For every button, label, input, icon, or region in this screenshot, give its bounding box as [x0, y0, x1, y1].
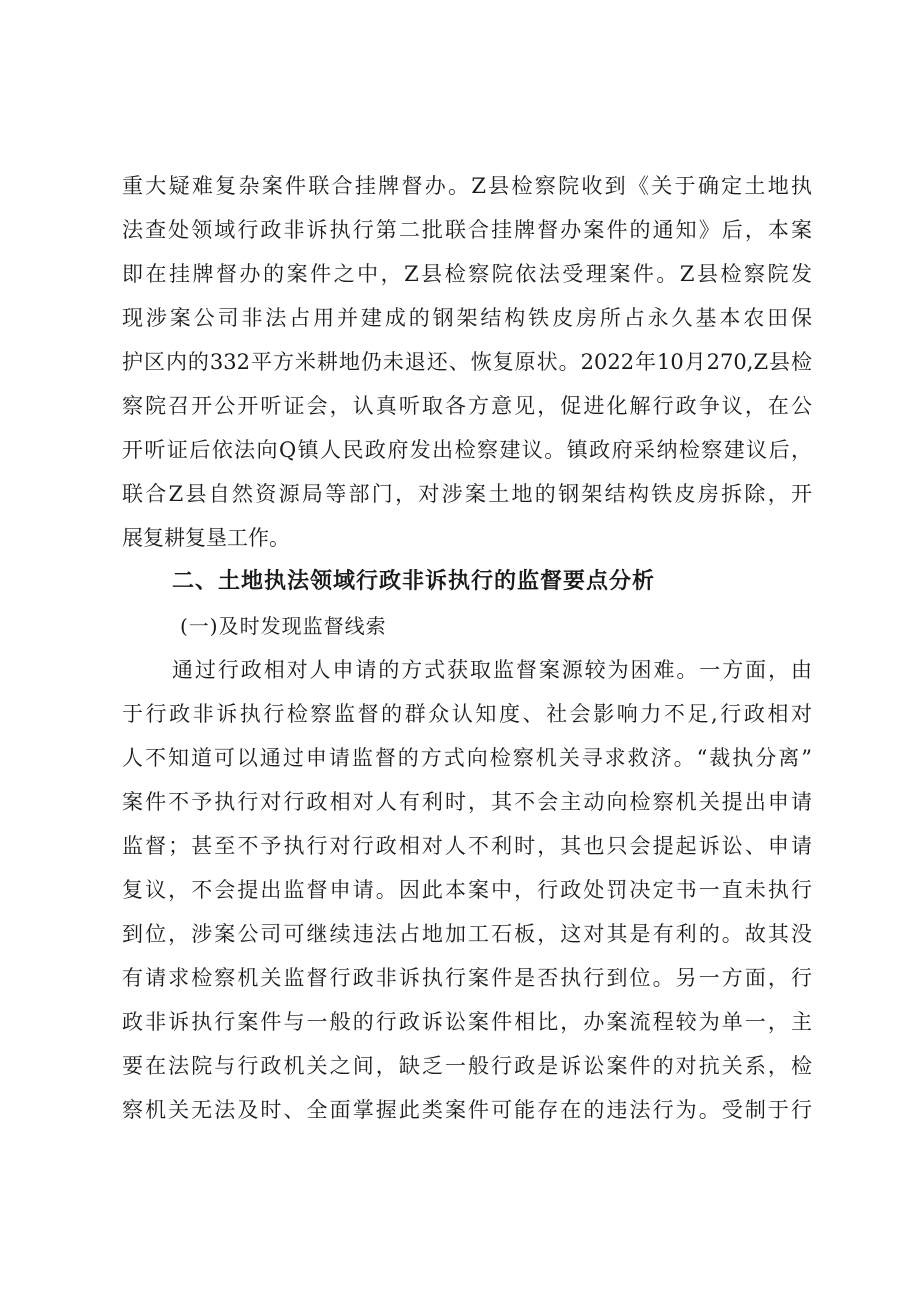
paragraph-1-line-5: 护区内的332平方米耕地仍未退还、恢复原状。2022年10月270,Z县检: [122, 350, 812, 374]
paragraph-1-line-4: 现涉案公司非法占用并建成的钢架结构铁皮房所占永久基本农田保: [122, 306, 812, 330]
paragraph-2-line-6: 复议，不会提出监督申请。因此本案中，行政处罚决定书一直未执行: [122, 878, 812, 902]
paragraph-1-line-1: 重大疑难复杂案件联合挂牌督办。Z县检察院收到《关于确定土地执: [122, 174, 812, 198]
paragraph-1-line-8: 联合Z县自然资源局等部门，对涉案土地的钢架结构铁皮房拆除，开: [122, 482, 812, 506]
paragraph-2-line-10: 要在法院与行政机关之间，缺乏一般行政是诉讼案件的对抗关系，检: [122, 1054, 812, 1078]
paragraph-2-line-5: 监督；甚至不予执行对行政相对人不利时，其也只会提起诉讼、申请: [122, 834, 812, 858]
paragraph-1-line-9: 展复耕复垦工作。: [122, 526, 290, 550]
paragraph-2-line-7: 到位，涉案公司可继续违法占地加工石板，这对其是有利的。故其没: [122, 922, 812, 946]
paragraph-2-line-9: 政非诉执行案件与一般的行政诉讼案件相比，办案流程较为单一，主: [122, 1010, 812, 1034]
paragraph-2-line-2: 于行政非诉执行检察监督的群众认知度、社会影响力不足,行政相对: [122, 702, 812, 726]
paragraph-1-line-7: 开听证后依法向Q镇人民政府发出检察建议。镇政府采纳检察建议后，: [122, 438, 812, 462]
section-heading: 二、土地执法领域行政非诉执行的监督要点分析: [172, 569, 656, 594]
paragraph-1-line-6: 察院召开公开听证会，认真听取各方意见，促进化解行政争议，在公: [122, 394, 812, 418]
paragraph-2-line-8: 有请求检察机关监督行政非诉执行案件是否执行到位。另一方面，行: [122, 966, 812, 990]
paragraph-1-line-2: 法查处领域行政非诉执行第二批联合挂牌督办案件的通知》后，本案: [122, 218, 812, 242]
paragraph-1-line-3: 即在挂牌督办的案件之中，Z县检察院依法受理案件。Z县检察院发: [122, 262, 812, 286]
paragraph-2-line-3: 人不知道可以通过申请监督的方式向检察机关寻求救济。“裁执分离”: [122, 746, 812, 770]
paragraph-2-line-11: 察机关无法及时、全面掌握此类案件可能存在的违法行为。受制于行: [122, 1098, 812, 1122]
paragraph-2-line-4: 案件不予执行对行政相对人有利时，其不会主动向检察机关提出申请: [122, 790, 812, 814]
subsection-heading: (一)及时发现监督线索: [180, 614, 387, 638]
paragraph-2-line-1: 通过行政相对人申请的方式获取监督案源较为困难。一方面，由: [172, 658, 812, 682]
